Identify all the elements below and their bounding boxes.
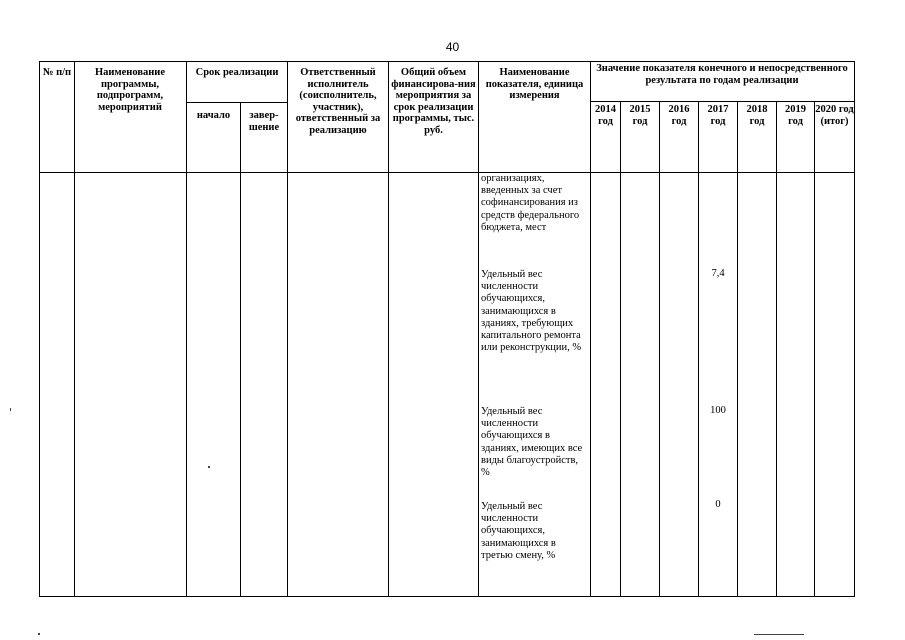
header-bottom-border [39, 172, 854, 173]
col-border [659, 101, 660, 597]
header-num: № п/п [42, 67, 72, 78]
col-border [737, 101, 738, 597]
header-funding: Общий объем финансирова-ния мероприятия за срок реализации программы, тыс. руб. [391, 67, 476, 136]
header-year-2014: 2014 год [595, 104, 616, 127]
col-border [776, 101, 777, 597]
header-year-2019: 2019 год [785, 104, 806, 127]
col-border [814, 101, 815, 597]
scan-mark [10, 408, 11, 411]
col-border [388, 61, 389, 597]
header-term-end: завер-шение [248, 110, 280, 133]
indicator-cell: организациях, введенных за счет софинансирования из средств федерального бюджета, мест [481, 173, 580, 233]
term-subheader-line [186, 102, 287, 103]
header-term: Срок реализации [195, 67, 279, 78]
header-responsible: Ответственный исполнитель (соисполнитель, участник), ответственный за реализацию [295, 67, 381, 136]
header-year-2016: 2016 год [668, 104, 690, 127]
header-year-2015: 2015 год [629, 104, 651, 127]
header-year-2020: 2020 год (итог) [815, 104, 854, 127]
col-border [478, 61, 479, 597]
header-indicator: Наименование показателя, единица измерения [485, 67, 584, 101]
col-border [590, 61, 591, 597]
col-border [854, 61, 855, 597]
value-2017-cell: 0 [715, 499, 721, 510]
value-2017-cell: 7,4 [711, 268, 725, 279]
col-border [240, 102, 241, 597]
page-number: 40 [445, 40, 460, 54]
value-2017-cell: 100 [710, 405, 726, 416]
indicator-cell: Удельный вес численности обучающихся, занимающихся в зданиях, требующих капитального ремонта или реконструкции, % [481, 269, 582, 354]
scan-mark [208, 466, 210, 468]
col-border [39, 61, 40, 597]
indicator-cell: Удельный вес численности обучающихся, занимающихся в третью смену, % [481, 501, 556, 561]
header-term-start: начало [196, 110, 231, 121]
scan-mark [754, 634, 804, 635]
header-name: Наименование программы, подпрограмм, мероприятий [95, 67, 165, 113]
header-values: Значение показателя конечного и непосредственного результата по годам реализации [596, 63, 848, 86]
header-year-2017: 2017 год [707, 104, 729, 127]
col-border [698, 101, 699, 597]
col-border [287, 61, 288, 597]
col-border [74, 61, 75, 597]
col-border [186, 61, 187, 597]
indicator-cell: Удельный вес численности обучающихся в зданиях, имеющих все виды благоустройств, % [481, 406, 583, 479]
col-border [620, 101, 621, 597]
header-year-2018: 2018 год [746, 104, 768, 127]
table-bottom-border [39, 596, 854, 597]
table-top-border [39, 61, 854, 62]
scan-mark [38, 633, 40, 635]
